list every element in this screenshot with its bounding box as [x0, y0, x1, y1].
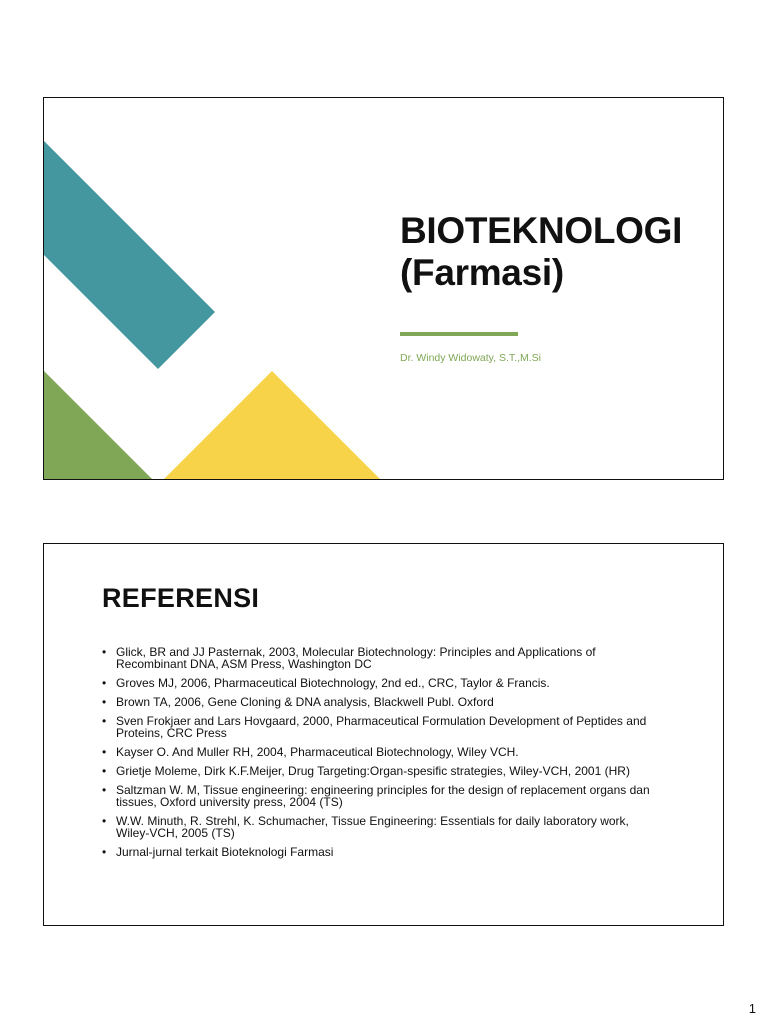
reference-text: Sven Frokjaer and Lars Hovgaard, 2000, Pharmaceutical Formulation Development of Peptides and Proteins, CRC Press	[116, 714, 647, 740]
reference-text: W.W. Minuth, R. Strehl, K. Schumacher, Tissue Engineering: Essentials for daily laboratory work, Wiley-VCH, 2005 (TS)	[116, 814, 629, 840]
reference-item	[102, 715, 662, 739]
reference-text: Groves MJ, 2006, Pharmaceutical Biotechnology, 2nd ed., CRC, Taylor & Francis.	[116, 676, 550, 690]
reference-text: Saltzman W. M, Tissue engineering: engineering principles for the design of replacement organs dan tissues, Oxford university press, 2004 (TS)	[116, 783, 650, 809]
reference-item	[102, 784, 662, 808]
reference-item	[102, 746, 662, 758]
bullet-icon: •	[102, 814, 107, 828]
slide-title	[400, 210, 720, 294]
bullet-icon: •	[102, 745, 107, 759]
bullet-icon: •	[102, 714, 107, 728]
bullet-icon: •	[102, 764, 107, 778]
yellow-triangle	[162, 371, 382, 480]
reference-text: Glick, BR and JJ Pasternak, 2003, Molecular Biotechnology: Principles and Applications of Recombinant DNA, ASM Press, Washington DC	[116, 645, 596, 671]
reference-item	[102, 696, 662, 708]
title-line-1: BIOTEKNOLOGI	[400, 210, 683, 251]
title-line-2: (Farmasi)	[400, 252, 564, 293]
title-accent-rule	[400, 332, 518, 336]
references-slide	[43, 543, 724, 926]
reference-text: Brown TA, 2006, Gene Cloning & DNA analysis, Blackwell Publ. Oxford	[116, 695, 494, 709]
reference-item	[102, 846, 662, 858]
reference-item	[102, 815, 662, 839]
teal-diagonal-band	[44, 141, 215, 369]
reference-text: Jurnal-jurnal terkait Bioteknologi Farmasi	[116, 845, 334, 859]
bullet-icon: •	[102, 695, 107, 709]
bullet-icon: •	[102, 783, 107, 797]
green-triangle	[44, 371, 154, 480]
bullet-icon: •	[102, 645, 107, 659]
bullet-icon: •	[102, 845, 107, 859]
reference-item	[102, 677, 662, 689]
reference-text: Kayser O. And Muller RH, 2004, Pharmaceutical Biotechnology, Wiley VCH.	[116, 745, 519, 759]
reference-text: Grietje Moleme, Dirk K.F.Meijer, Drug Targeting:Organ-spesific strategies, Wiley-VCH, 2001 (HR)	[116, 764, 630, 778]
references-list	[102, 646, 662, 865]
title-slide	[43, 97, 724, 480]
reference-item	[102, 646, 662, 670]
references-heading: REFERENSI	[102, 583, 260, 613]
page-number: 1	[748, 1001, 756, 1016]
reference-item	[102, 765, 662, 777]
author-name: Dr. Windy Widowaty, S.T.,M.Si	[400, 352, 541, 364]
bullet-icon: •	[102, 676, 107, 690]
